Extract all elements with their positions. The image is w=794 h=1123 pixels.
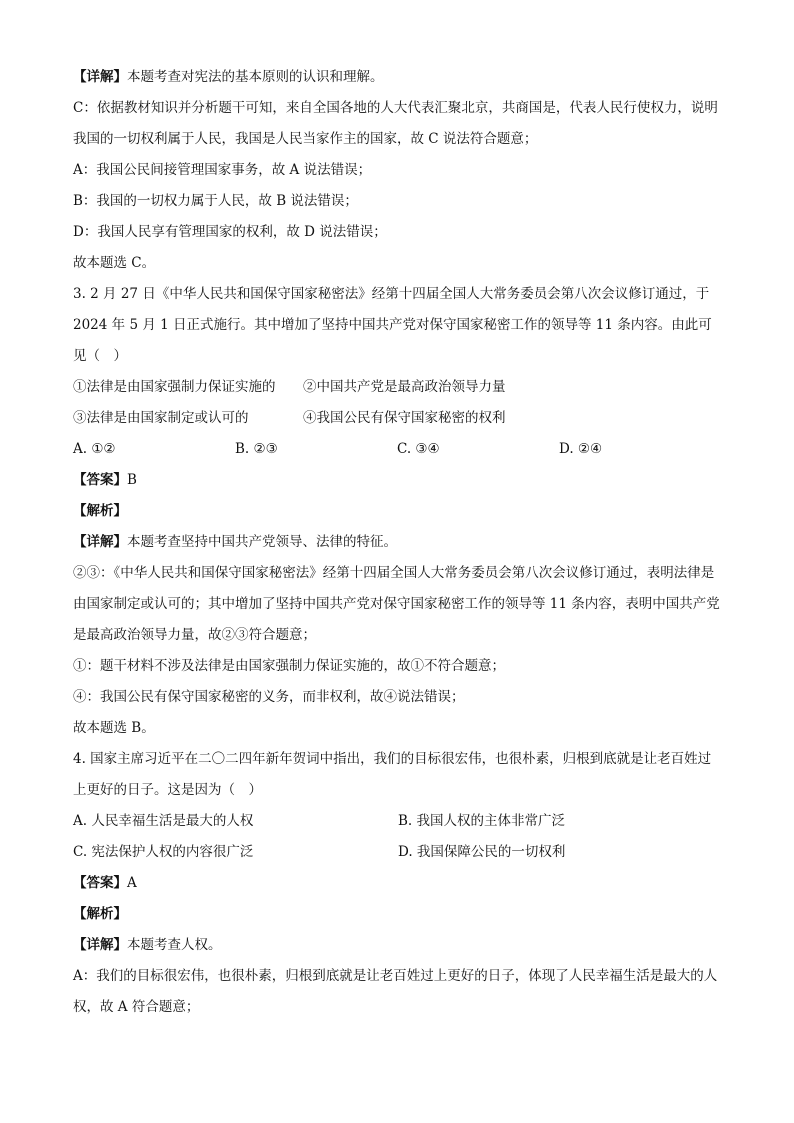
q4-options-row-2 (73, 837, 723, 868)
q3-detail-line (73, 527, 723, 558)
document-page (73, 62, 723, 1023)
q3-statement-2: ②中国共产党是最高政治领导力量 (303, 379, 506, 395)
q3-s23-analysis: ②③：《中华人民共和国保守国家秘密法》经第十四届全国人大常务委员会第八次会议修订通过，表明法律是由国家制定或认可的；其中增加了坚持中国共产党对保守国家秘密工作的领导等 11 条内容，表明中国共产党是最高政治领导力量，故②③符合题意； (73, 565, 720, 643)
q4-answer-line (73, 868, 723, 899)
answer-value: A (127, 875, 137, 891)
detail-text: 本题考查坚持中国共产党领导、法律的特征。 (127, 534, 397, 550)
detail-tag: 【详解】 (73, 534, 127, 550)
q3-stem: 3. 2 月 27 日《中华人民共和国保守国家秘密法》经第十四届全国人大常务委员会第八次会议修订通过，于 2024 年 5 月 1 日正式施行。其中增加了坚持中国共产党对保守国家秘密工作的领导等 11 条内容。由此可见（ ） (73, 286, 712, 364)
detail-text: 本题考查对宪法的基本原则的认识和理解。 (127, 69, 384, 85)
q2-conclusion: 故本题选 C。 (73, 255, 156, 271)
q2-a-analysis: A：我国公民间接管理国家事务，故 A 说法错误； (73, 162, 372, 178)
q3-statements-row-2 (73, 403, 723, 434)
detail-tag: 【详解】 (73, 937, 127, 953)
answer-tag: 【答案】 (73, 875, 127, 891)
q3-analysis-tag: 【解析】 (73, 503, 127, 519)
detail-tag: 【详解】 (73, 69, 127, 85)
q3-option-b: B. ②③ (235, 441, 278, 457)
q3-answer-line (73, 465, 723, 496)
q4-option-a: A. 人民幸福生活是最大的人权 (73, 813, 254, 829)
q3-s1-analysis: ①：题干材料不涉及法律是由国家强制力保证实施的，故①不符合题意； (73, 658, 505, 674)
q4-a-analysis: A：我们的目标很宏伟，也很朴素，归根到底就是让老百姓过上更好的日子，体现了人民幸福生活是最大的人权，故 A 符合题意； (73, 968, 718, 1015)
q4-stem: 4. 国家主席习近平在二〇二四年新年贺词中指出，我们的目标很宏伟，也很朴素，归根到底就是让老百姓过上更好的日子。这是因为（ ） (73, 751, 712, 798)
q4-option-d: D. 我国保障公民的一切权利 (398, 844, 566, 860)
q2-detail-line (73, 62, 723, 93)
q3-statements-row-1 (73, 372, 723, 403)
q3-s4-analysis: ④：我国公民有保守国家秘密的义务，而非权利，故④说法错误； (73, 689, 465, 705)
detail-text: 本题考查人权。 (127, 937, 222, 953)
q3-options (73, 434, 723, 465)
answer-tag: 【答案】 (73, 472, 127, 488)
q2-d-analysis: D：我国人民享有管理国家的权利，故 D 说法错误； (73, 224, 387, 240)
answer-value: B (127, 472, 137, 488)
q4-option-b: B. 我国人权的主体非常广泛 (398, 813, 566, 829)
q3-option-a: A. ①② (73, 441, 116, 457)
q3-statement-3: ③法律是由国家制定或认可的 (73, 410, 249, 426)
q2-b-analysis: B：我国的一切权力属于人民，故 B 说法错误； (73, 193, 358, 209)
q3-statement-1: ①法律是由国家强制力保证实施的 (73, 379, 276, 395)
q3-option-c: C. ③④ (397, 441, 440, 457)
q3-option-d: D. ②④ (559, 441, 603, 457)
q4-detail-line (73, 930, 723, 961)
q3-conclusion: 故本题选 B。 (73, 720, 155, 736)
q4-option-c: C. 宪法保护人权的内容很广泛 (73, 844, 254, 860)
q2-c-analysis: C：依据教材知识并分析题干可知，来自全国各地的人大代表汇聚北京，共商国是，代表人民行使权力，说明我国的一切权利属于人民，我国是人民当家作主的国家，故 C 说法符合题意； (73, 100, 718, 147)
q4-analysis-tag: 【解析】 (73, 906, 127, 922)
q3-statement-4: ④我国公民有保守国家秘密的权利 (303, 410, 506, 426)
q4-options-row-1 (73, 806, 723, 837)
